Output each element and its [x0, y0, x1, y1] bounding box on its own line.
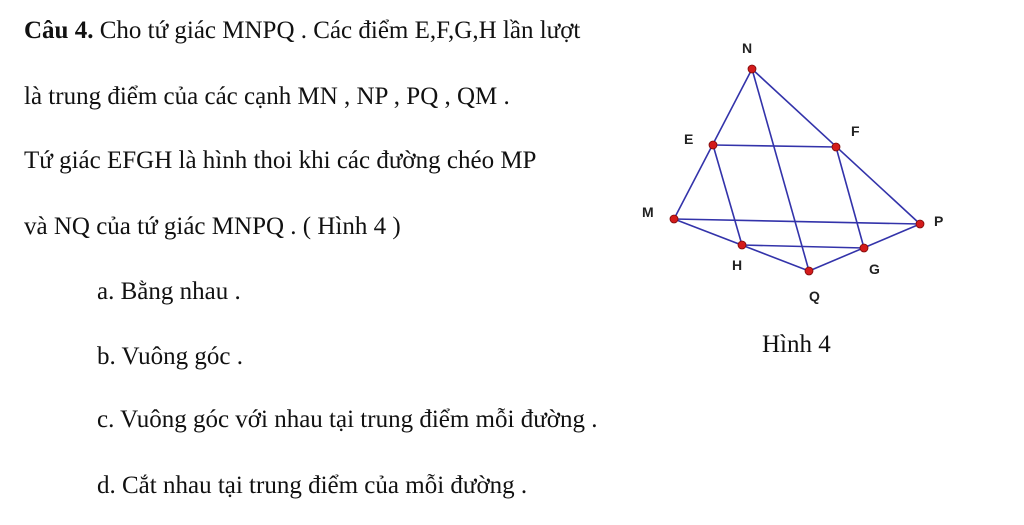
- label-p: P: [934, 213, 944, 229]
- question-text-1: Cho tứ giác MNPQ . Các điểm E,F,G,H lần lượt: [99, 17, 581, 44]
- point-n: [748, 65, 756, 73]
- edge-ef: [713, 145, 836, 147]
- point-m: [670, 215, 678, 223]
- option-b[interactable]: b. Vuông góc .: [97, 343, 243, 370]
- figure-caption: Hình 4: [762, 331, 831, 358]
- point-h: [738, 241, 746, 249]
- label-m: M: [642, 204, 654, 220]
- edge-fg: [836, 147, 864, 248]
- label-h: H: [732, 257, 743, 273]
- question-line-3: Tứ giác EFGH là hình thoi khi các đường chéo MP: [24, 147, 537, 174]
- question-line-4: và NQ của tứ giác MNPQ . ( Hình 4 ): [24, 213, 401, 240]
- question-line-2: là trung điểm của các cạnh MN , NP , PQ , QM .: [24, 83, 510, 110]
- label-e: E: [684, 131, 694, 147]
- edge-he: [713, 145, 742, 245]
- option-d[interactable]: d. Cắt nhau tại trung điểm của mỗi đường .: [97, 472, 528, 499]
- label-f: F: [851, 123, 860, 139]
- option-a[interactable]: a. Bằng nhau .: [97, 278, 241, 305]
- figure-svg: [620, 20, 980, 320]
- point-e: [709, 141, 717, 149]
- point-g: [860, 244, 868, 252]
- option-c[interactable]: c. Vuông góc với nhau tại trung điểm mỗi đường .: [97, 406, 598, 433]
- point-f: [832, 143, 840, 151]
- question-line-1: [24, 16, 580, 46]
- question-label: Câu 4.: [24, 17, 94, 44]
- point-p: [916, 220, 924, 228]
- label-g: G: [869, 261, 880, 277]
- diagonal-nq: [752, 69, 809, 271]
- label-q: Q: [809, 288, 820, 304]
- point-q: [805, 267, 813, 275]
- label-n: N: [742, 40, 753, 56]
- quadrilateral-figure: [620, 20, 980, 320]
- diagonal-mp: [674, 219, 920, 224]
